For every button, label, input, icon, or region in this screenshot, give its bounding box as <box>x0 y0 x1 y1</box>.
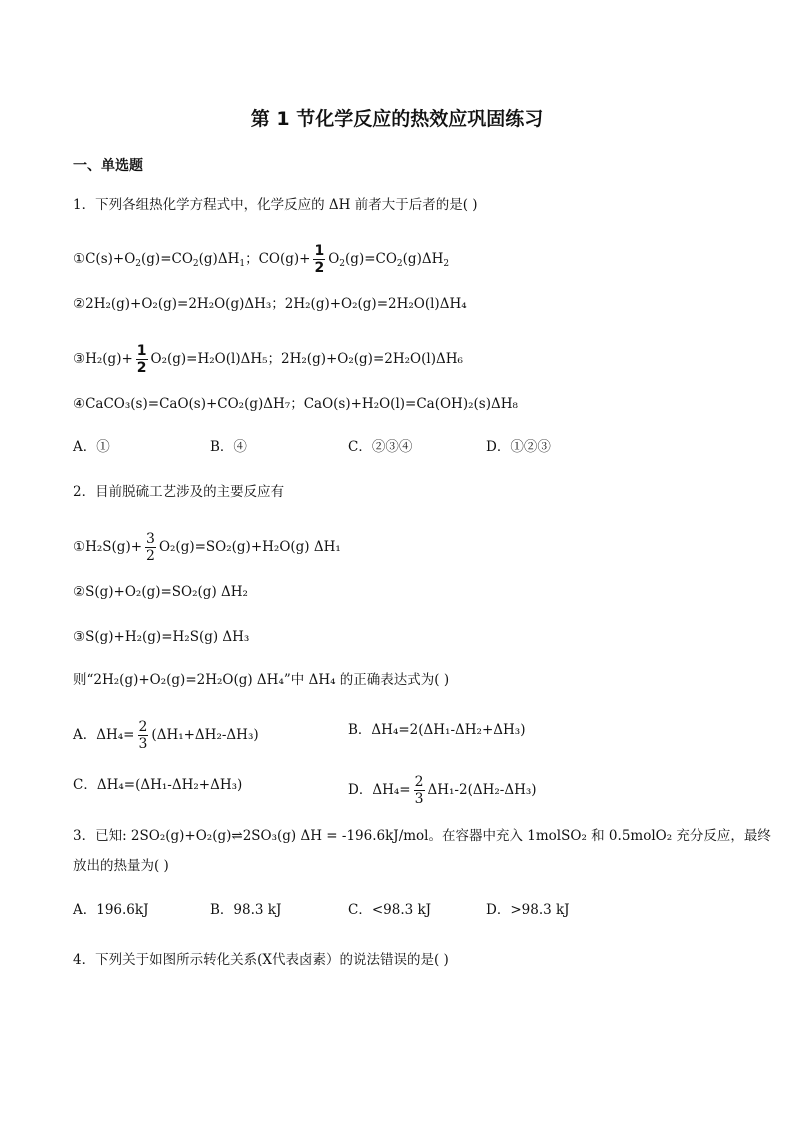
q1-reaction-2: ②2H₂(g)+O₂(g)=2H₂O(g)ΔH₃；2H₂(g)+O₂(g)=2H₂O(l)ΔH₄ <box>73 296 467 312</box>
fraction-three-halves: $\frac{3}{2}$ <box>146 531 155 564</box>
fraction-two-thirds: $\frac{2}{3}$ <box>414 774 424 807</box>
q1-option-b[interactable]: B．④ <box>210 439 247 455</box>
q2-stem: 2．目前脱硫工艺涉及的主要反应有 <box>73 484 285 500</box>
q2-option-c[interactable]: C．ΔH₄=(ΔH₁-ΔH₂+ΔH₃) <box>73 777 243 793</box>
q2-option-a[interactable]: A．ΔH₄= $\frac{2}{3}$ (ΔH₁+ΔH₂-ΔH₃) <box>73 719 259 752</box>
fraction-two-thirds: $\frac{2}{3}$ <box>138 719 148 752</box>
q3-stem-line-1: 3．已知: 2SO₂(g)+O₂(g)⇌2SO₃(g) ΔH = -196.6kJ/mol。在容器中充入 1molSO₂ 和 0.5molO₂ 充分反应，最终 <box>73 828 771 844</box>
q1-stem: 1．下列各组热化学方程式中，化学反应的 ΔH 前者大于后者的是( ) <box>73 197 478 213</box>
q1-option-a[interactable]: A．① <box>73 439 110 455</box>
q3-option-d[interactable]: D．>98.3 kJ <box>486 902 570 918</box>
q3-option-b[interactable]: B．98.3 kJ <box>210 902 282 918</box>
q2-option-b[interactable]: B．ΔH₄=2(ΔH₁-ΔH₂+ΔH₃) <box>348 722 526 738</box>
q1-reaction-3: ③H₂(g)+ $\frac{1}{2}$ O₂(g)=H₂O(l)ΔH₅；2H₂(g)+O₂(g)=2H₂O(l)ΔH₆ <box>73 343 463 376</box>
page-title: 第 1 节化学反应的热效应巩固练习 <box>250 108 544 130</box>
fraction-half: $\frac{1}{2}$ <box>136 343 147 376</box>
q1-option-d[interactable]: D．①②③ <box>486 439 551 455</box>
q1-reaction-4: ④CaCO₃(s)=CaO(s)+CO₂(g)ΔH₇；CaO(s)+H₂O(l)=Ca(OH)₂(s)ΔH₈ <box>73 396 518 412</box>
section-heading: 一、单选题 <box>73 158 143 174</box>
q3-option-c[interactable]: C．<98.3 kJ <box>348 902 432 918</box>
fraction-half: $\frac{1}{2}$ <box>314 243 325 276</box>
q1-option-c[interactable]: C．②③④ <box>348 439 413 455</box>
q2-option-d[interactable]: D．ΔH₄= $\frac{2}{3}$ ΔH₁-2(ΔH₂-ΔH₃) <box>348 774 537 807</box>
q3-stem-line-2: 放出的热量为( ) <box>73 858 169 874</box>
q2-question: 则“2H₂(g)+O₂(g)=2H₂O(g) ΔH₄”中 ΔH₄ 的正确表达式为( ) <box>73 672 450 688</box>
q4-stem: 4．下列关于如图所示转化关系(X代表卤素）的说法错误的是( ) <box>73 952 449 968</box>
q2-reaction-2: ②S(g)+O₂(g)=SO₂(g) ΔH₂ <box>73 584 248 600</box>
q3-option-a[interactable]: A．196.6kJ <box>73 902 149 918</box>
q2-reaction-3: ③S(g)+H₂(g)=H₂S(g) ΔH₃ <box>73 629 250 645</box>
q1-reaction-1: $①C(s)+O_2(g)=CO_2(g)\Delta H_1$；CO(g)+ $\frac{1}{2}$ $O_2(g)=CO_2(g)\Delta H_2$ <box>73 243 450 276</box>
q2-reaction-1: ①H₂S(g)+ $\frac{3}{2}$ O₂(g)=SO₂(g)+H₂O(g) ΔH₁ <box>73 531 341 564</box>
